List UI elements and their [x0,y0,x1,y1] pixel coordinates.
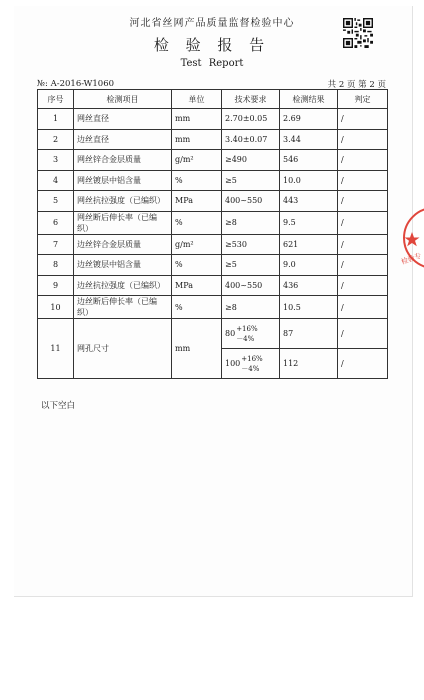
tolerance-minus: －4% [236,334,255,343]
cell-unit: mm [172,319,222,379]
mesh-nominal-size: 100 [225,358,241,368]
cell-no: 5 [38,191,74,212]
cell-no: 4 [38,170,74,191]
organization-name: 河北省丝网产品质量监督检验中心 [129,18,295,29]
cell-item: 网丝断后伸长率（已编织） [74,211,172,234]
cell-result: 112 [280,349,338,379]
cell-judgement: / [338,191,388,212]
cell-judgement: / [338,129,388,150]
cell-item: 边丝锌合金层质量 [74,234,172,255]
header-cell-requirement: 技术要求 [222,90,280,109]
cell-no: 7 [38,234,74,255]
table-row [38,129,388,150]
cell-item: 边丝直径 [74,129,172,150]
table-row [38,255,388,276]
svg-text:检验专: 检验专 [400,251,423,267]
cell-judgement: / [338,150,388,171]
cell-requirement: ≥490 [222,150,280,171]
table-row [38,319,388,349]
cell-unit: % [172,296,222,319]
cell-result: 621 [280,234,338,255]
cell-result: 2.69 [280,109,338,130]
cell-result: 436 [280,275,338,296]
cell-no: 8 [38,255,74,276]
table-row [38,296,388,319]
cell-judgement: / [338,275,388,296]
test-results-table [37,89,388,379]
tolerance-plus: +16% [241,354,263,363]
cell-judgement: / [338,234,388,255]
cell-requirement [222,349,280,379]
cell-item: 网丝抗拉强度（已编织） [74,191,172,212]
cell-requirement: ≥5 [222,170,280,191]
table-row [38,234,388,255]
cell-judgement: / [338,349,388,379]
cell-result: 10.5 [280,296,338,319]
cell-no: 6 [38,211,74,234]
cell-judgement: / [338,255,388,276]
cell-requirement: ≥5 [222,255,280,276]
tolerance-plus: +16% [236,324,258,333]
cell-result: 9.0 [280,255,338,276]
cell-judgement: / [338,319,388,349]
cell-item: 边丝镀层中铝含量 [74,255,172,276]
cell-judgement: / [338,296,388,319]
cell-no: 10 [38,296,74,319]
mesh-nominal-size: 80 [225,328,236,338]
mesh-tolerance [236,324,257,344]
cell-unit: % [172,211,222,234]
cell-unit: mm [172,109,222,130]
cell-item: 边丝断后伸长率（已编织） [74,296,172,319]
cell-requirement: 400~550 [222,275,280,296]
table-row [38,109,388,130]
cell-unit: % [172,255,222,276]
cell-requirement: ≥8 [222,296,280,319]
report-subtitle: Test Report [180,58,244,69]
table-header-row [38,90,388,109]
cell-unit: MPa [172,275,222,296]
header-cell-item: 检测项目 [74,90,172,109]
cell-result: 3.44 [280,129,338,150]
cell-item: 网孔尺寸 [74,319,172,379]
report-number: №: A-2016-W1060 [37,79,115,89]
cell-no: 11 [38,319,74,379]
header-cell-unit: 单位 [172,90,222,109]
cell-unit: g/m² [172,234,222,255]
remark-text: 以下空白 [41,401,76,411]
cell-item: 网丝镀层中铝含量 [74,170,172,191]
cell-requirement: 400~550 [222,191,280,212]
table-row [38,211,388,234]
cell-judgement: / [338,211,388,234]
cell-requirement: 3.40±0.07 [222,129,280,150]
cell-unit: mm [172,129,222,150]
cell-unit: % [172,170,222,191]
cell-item: 边丝抗拉强度（已编织） [74,275,172,296]
cell-no: 1 [38,109,74,130]
header-cell-result: 检测结果 [280,90,338,109]
cell-result: 9.5 [280,211,338,234]
cell-no: 9 [38,275,74,296]
table-row [38,170,388,191]
cell-item: 网丝直径 [74,109,172,130]
cell-no: 2 [38,129,74,150]
cell-result: 10.0 [280,170,338,191]
cell-requirement [222,319,280,349]
cell-requirement: ≥8 [222,211,280,234]
table-row [38,191,388,212]
header-cell-judgement: 判定 [338,90,388,109]
header-cell-no: 序号 [38,90,74,109]
mesh-tolerance [241,354,262,374]
cell-unit: MPa [172,191,222,212]
cell-result: 546 [280,150,338,171]
table-row [38,275,388,296]
cell-no: 3 [38,150,74,171]
cell-result: 443 [280,191,338,212]
cell-item: 网丝锌合金层质量 [74,150,172,171]
cell-unit: g/m² [172,150,222,171]
official-seal [398,205,424,271]
cell-judgement: / [338,170,388,191]
page-info: 共 2 页 第 2 页 [327,80,386,90]
cell-requirement: ≥530 [222,234,280,255]
cell-result: 87 [280,319,338,349]
table-row [38,150,388,171]
tolerance-minus: －4% [241,364,260,373]
cell-requirement: 2.70±0.05 [222,109,280,130]
cell-judgement: / [338,109,388,130]
report-title: 检 验 报 告 [153,36,271,54]
